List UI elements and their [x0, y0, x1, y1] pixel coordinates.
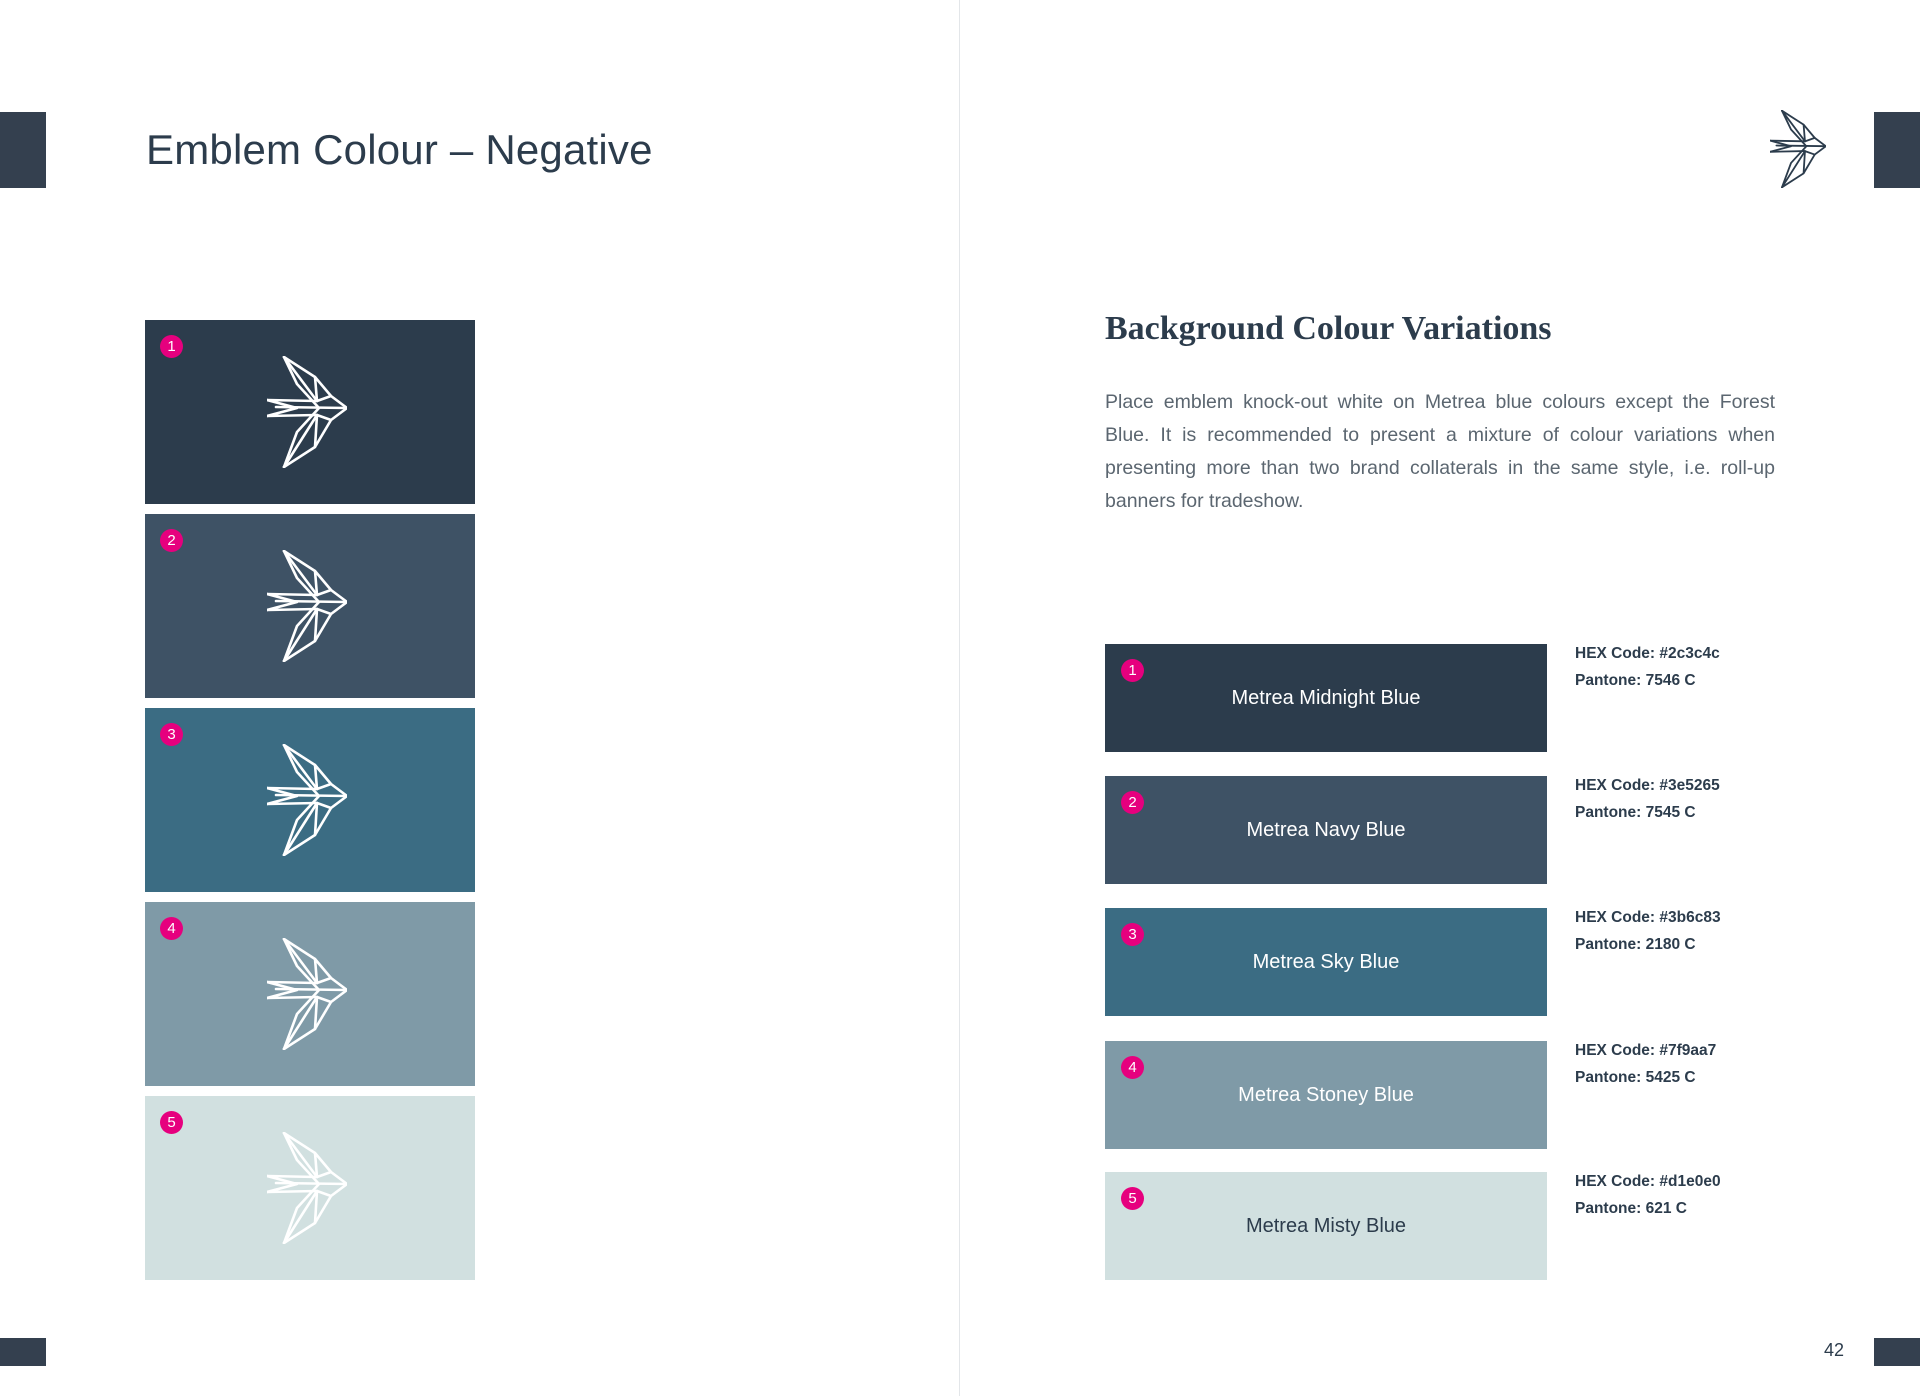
swatch-info: [1575, 1037, 1716, 1091]
swatch-info: [1575, 640, 1720, 694]
pantone-code: Pantone: 2180 C: [1575, 936, 1696, 953]
page-number: 42: [1823, 1340, 1844, 1360]
swallow-icon: [267, 744, 347, 856]
swallow-icon: [267, 938, 347, 1050]
corner-tab-bottom-right: [1874, 1338, 1920, 1366]
swatch-name: Metrea Misty Blue: [1245, 1214, 1407, 1237]
number-badge: 4: [1121, 1056, 1144, 1079]
swallow-icon: [267, 1132, 347, 1244]
number-badge: 1: [1121, 659, 1144, 682]
number-badge: 5: [160, 1111, 183, 1134]
number-badge: 3: [1121, 923, 1144, 946]
swallow-logo-icon: [1770, 110, 1826, 188]
swatch-info: [1575, 1168, 1721, 1222]
emblem-tile: [145, 1096, 475, 1280]
corner-tab-top-left: [0, 112, 46, 188]
colour-swatch: [1105, 644, 1547, 752]
number-badge: 2: [160, 529, 183, 552]
hex-code: HEX Code: #3b6c83: [1575, 909, 1721, 926]
colour-swatch: [1105, 1041, 1547, 1149]
pantone-code: Pantone: 621 C: [1575, 1200, 1687, 1217]
number-badge: 2: [1121, 791, 1144, 814]
pantone-code: Pantone: 5425 C: [1575, 1069, 1696, 1086]
pantone-code: Pantone: 7546 C: [1575, 672, 1696, 689]
colour-swatch: [1105, 908, 1547, 1016]
swatch-info: [1575, 904, 1721, 958]
number-badge: 1: [160, 335, 183, 358]
swatch-name: Metrea Midnight Blue: [1231, 686, 1421, 709]
number-badge: 4: [160, 917, 183, 940]
page-title: Emblem Colour – Negative: [146, 126, 653, 173]
swallow-icon: [267, 550, 347, 662]
hex-code: HEX Code: #2c3c4c: [1575, 645, 1720, 662]
hex-code: HEX Code: #d1e0e0: [1575, 1173, 1721, 1190]
page-gutter-divider: [959, 0, 960, 1396]
colour-swatch: [1105, 1172, 1547, 1280]
swatch-name: Metrea Sky Blue: [1252, 950, 1400, 973]
swatch-info: [1575, 772, 1720, 826]
emblem-tile: [145, 902, 475, 1086]
number-badge: 5: [1121, 1187, 1144, 1210]
pantone-code: Pantone: 7545 C: [1575, 804, 1696, 821]
number-badge: 3: [160, 723, 183, 746]
swallow-icon: [267, 356, 347, 468]
emblem-tile: [145, 514, 475, 698]
section-title: Background Colour Variations: [1105, 310, 1552, 347]
corner-tab-bottom-left: [0, 1338, 46, 1366]
emblem-tile: [145, 320, 475, 504]
swatch-name: Metrea Navy Blue: [1246, 818, 1406, 841]
body-paragraph: Place emblem knock-out white on Metrea blue colours except the Forest Blue. It is recommended to present a mixture of colour variations when presenting more than two brand collaterals in the same style, i.e. roll-up banners for tradeshow.: [1105, 391, 1775, 512]
emblem-tile: [145, 708, 475, 892]
swatch-name: Metrea Stoney Blue: [1238, 1083, 1414, 1106]
corner-tab-top-right: [1874, 112, 1920, 188]
colour-swatch: [1105, 776, 1547, 884]
hex-code: HEX Code: #7f9aa7: [1575, 1042, 1717, 1059]
hex-code: HEX Code: #3e5265: [1575, 777, 1720, 794]
